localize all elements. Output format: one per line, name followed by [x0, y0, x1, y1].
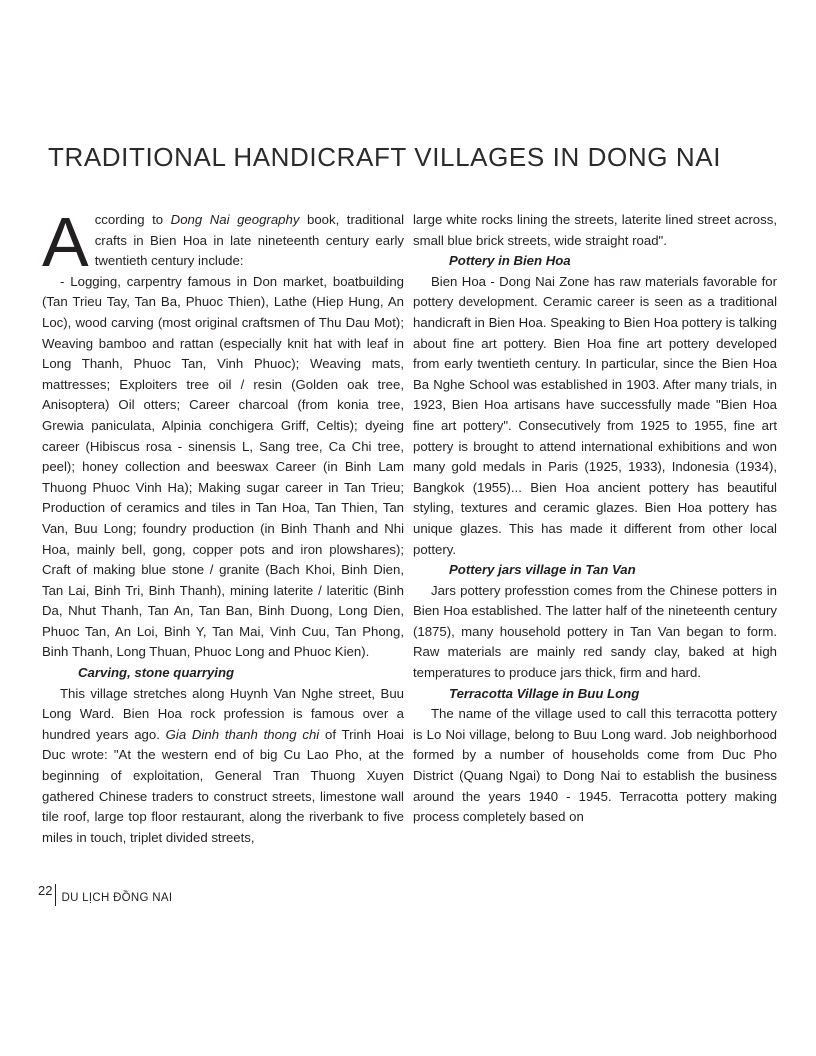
drop-cap: A: [42, 203, 89, 281]
carving-paragraph: [42, 684, 404, 849]
left-column: [42, 203, 404, 848]
section-heading-pottery: Pottery in Bien Hoa: [449, 253, 571, 269]
carving-continued-paragraph: large white rocks lining the streets, laterite lined street across, small blue brick streets, wide straight road".: [413, 212, 777, 248]
footer-divider: [55, 884, 56, 906]
page-number: 22: [38, 883, 53, 898]
section-heading-terracotta: Terracotta Village in Buu Long: [449, 685, 640, 701]
article-title: TRADITIONAL HANDICRAFT VILLAGES IN DONG NAI: [48, 142, 722, 172]
crafts-paragraph: - Logging, carpentry famous in Don market, boatbuilding (Tan Trieu Tay, Tan Ba, Phuoc Thien), Lathe (Hiep Hung, An Loc), wood carving (most original craftsmen of Thu Dau Mot); Weaving bamboo and rattan (especially knit hat with leaf in Long Thanh, Phuoc Tan, Vinh Phuoc); Weaving mats, mattresses; Exploiters tree oil / resin (Golden oak tree, Anisoptera) Oil otters; Career charcoal (from konia tree, Grewia paniculata, Alpinia conchigera Griff, Celtis); dyeing career (Hibiscus rosa - sinensis L, Sang tree, Ca Chi tree, peel); honey collection and beeswax Career (in Binh Lam Thuong Phuoc Vinh Ha); Making sugar career in Tan Trieu; Production of ceramics and tiles in Tan Hoa, Tan Thien, Tan Van, Buu Long; foundry production (in Binh Thanh and Nhi Hoa, mainly bell, gong, copper pots and iron plowshares); Craft of making blue stone / granite (Bach Khoi, Binh Dien, Tan Lai, Binh Tri, Binh Thanh), mining laterite / lateritic (Binh Da, Nhut Thanh, Tan An, Tan Ban, Binh Duong, Long Dien, Phuoc Tan, An Loi, Binh Y, Tan Mai, Vinh Cuu, Tan Phong, Binh Thanh, Long Thuan, Phuoc Long and Phuoc Kien).: [42, 273, 404, 660]
jars-paragraph: Jars pottery professtion comes from the Chinese potters in Bien Hoa established. The latter half of the nineteenth century (1875), many household pottery in Tan Van began to form. Raw materials are mainly red sandy clay, baked at high temperatures to produce jars thick, firm and hard.: [413, 582, 777, 681]
terracotta-paragraph: The name of the village used to call this terracotta pottery is Lo Noi village, belong to Buu Long ward. Job neighborhood formed by a number of households come from Duc Pho District (Quang Ngai) to Dong Nai to establish the business around the years 1940 - 1945. Terracotta pottery making process completely based on: [413, 706, 777, 825]
pottery-paragraph: Bien Hoa - Dong Nai Zone has raw materials favorable for pottery development. Ceramic career is seen as a traditional handicraft in Bien Hoa. Speaking to Bien Hoa pottery is talking about fine art pottery. Bien Hoa fine art pottery developed from early twentieth century. In particular, since the Bien Hoa Ba Nghe School was established in 1903. After many trials, in 1923, Bien Hoa artisans have successfully made "Bien Hoa fine art pottery". Consecutively from 1925 to 1955, fine art pottery is brought to attend international exhibitions and won many gold medals in Paris (1925, 1933), Indonesia (1934), Bangkok (1955)... Bien Hoa ancient pottery has beautiful styling, textures and ceramic glazes. Bien Hoa pottery has unique glazes. This has made it different from other local pottery.: [413, 273, 777, 557]
carving-prefix: This village stretches along Huynh Van Nghe street, Buu Long Ward. Bien Hoa rock profession is famous over a hundred years ago.: [42, 685, 404, 742]
section-heading-jars: Pottery jars village in Tan Van: [449, 562, 636, 578]
publication-name: DU LỊCH ĐỒNG NAI: [61, 892, 173, 904]
right-column: [413, 210, 777, 828]
section-heading-carving: Carving, stone quarrying: [78, 665, 235, 681]
page-footer: [38, 884, 172, 906]
intro-suffix: book, traditional crafts in Bien Hoa in late nineteenth century early twentieth century include:: [94, 212, 404, 269]
carving-suffix: of Trinh Hoai Duc wrote: "At the western end of big Cu Lao Pho, at the beginning of exploitation, General Tran Thuong Xuyen gathered Chinese traders to construct streets, limestone wall tile roof, large top floor restaurant, along the riverbank to five miles in touch, triplet divided streets,: [42, 726, 404, 845]
intro-paragraph: [42, 203, 404, 281]
carving-book-title: Gia Dinh thanh thong chi: [165, 726, 320, 742]
intro-book-title: Dong Nai geography: [170, 212, 300, 227]
intro-prefix: ccording to: [94, 212, 171, 227]
